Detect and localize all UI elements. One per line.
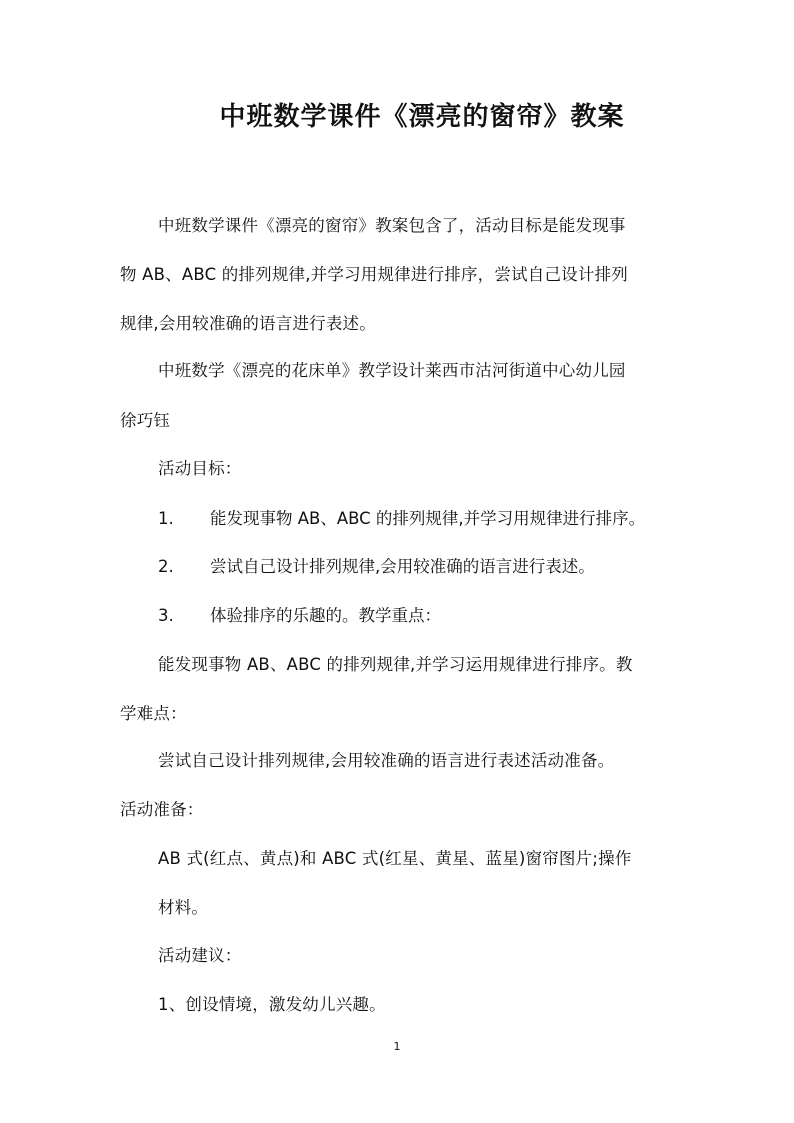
prep-line-2: 材料。 [158, 898, 209, 917]
prep-line-1: AB 式(红点、黄点)和 ABC 式(红星、黄星、蓝星)窗帘图片;操作 [158, 849, 632, 868]
goal-text: 体验排序的乐趣的。教学重点： [210, 606, 441, 625]
focus-line-1: 能发现事物 AB、ABC 的排列规律,并学习运用规律进行排序。教 [158, 655, 633, 674]
goal-number: 1. [158, 509, 174, 528]
goal-text: 尝试自己设计排列规律,会用较准确的语言进行表述。 [210, 557, 595, 576]
subtitle-line-2: 徐巧钰 [120, 411, 171, 430]
goals-heading: 活动目标： [158, 459, 242, 478]
prep-heading: 活动准备： [120, 800, 204, 819]
subtitle-line-1: 中班数学《漂亮的花床单》教学设计莱西市沽河街道中心幼儿园 [158, 361, 626, 380]
intro-line-3: 规律,会用较准确的语言进行表述。 [120, 314, 376, 333]
page-number: 1 [393, 1040, 401, 1053]
goal-number: 3. [158, 606, 174, 625]
goal-number: 2. [158, 557, 174, 576]
intro-line-2: 物 AB、ABC 的排列规律,并学习用规律进行排序，尝试自己设计排列 [120, 265, 628, 284]
difficulty-line-1: 尝试自己设计排列规律,会用较准确的语言进行表述活动准备。 [158, 751, 615, 770]
document-title: 中班数学课件《漂亮的窗帘》教案 [219, 102, 625, 132]
suggest-heading: 活动建议： [158, 946, 242, 965]
goal-text: 能发现事物 AB、ABC 的排列规律,并学习用规律进行排序。 [210, 509, 646, 528]
intro-line-1: 中班数学课件《漂亮的窗帘》教案包含了，活动目标是能发现事 [158, 216, 626, 235]
step-1: 1、创设情境，激发幼儿兴趣。 [158, 995, 386, 1014]
focus-line-2: 学难点： [120, 704, 187, 723]
